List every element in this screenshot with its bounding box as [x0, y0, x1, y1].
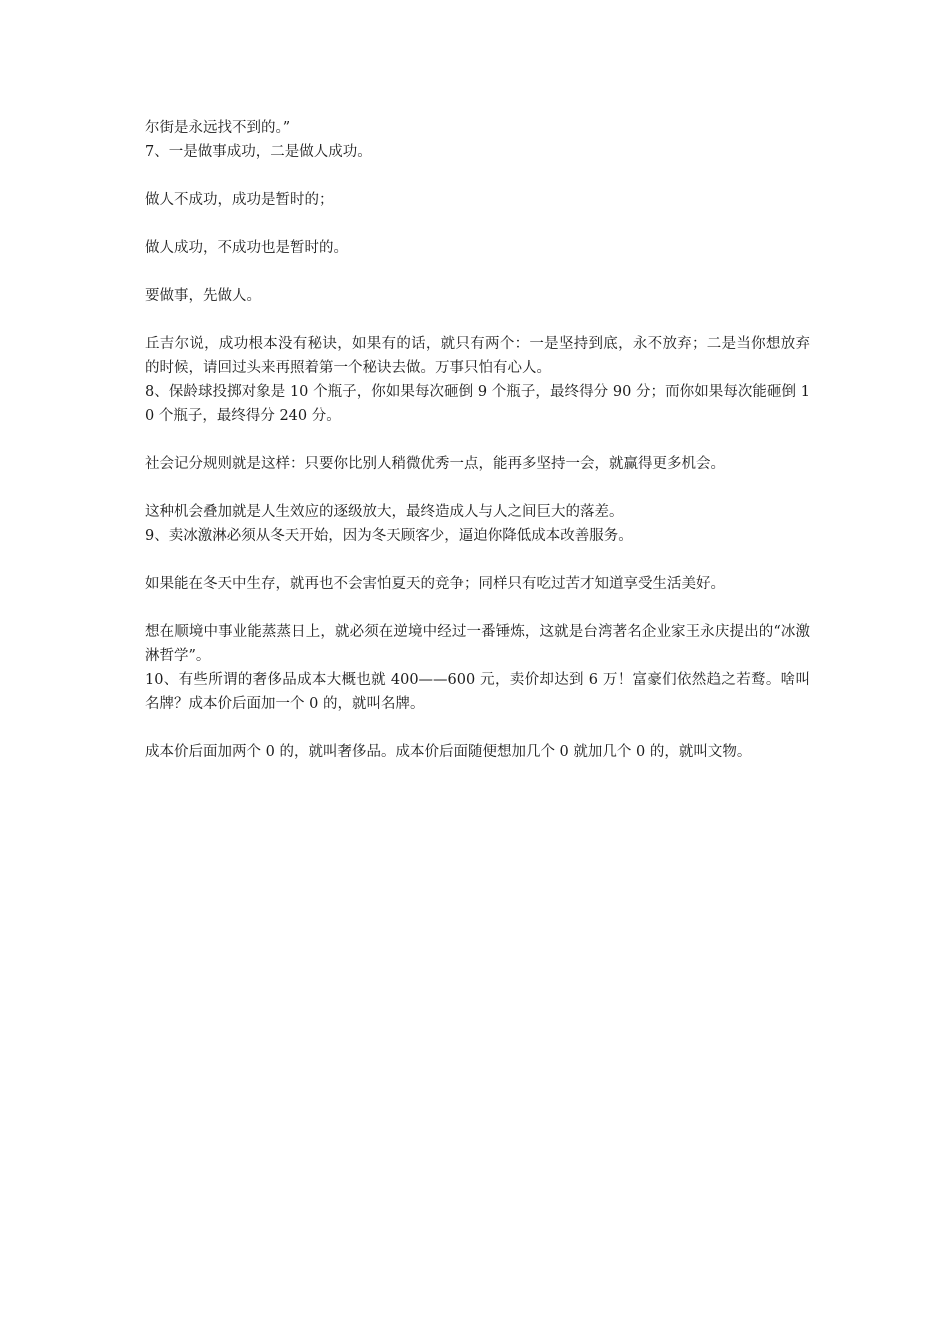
paragraph: 社会记分规则就是这样：只要你比别人稍微优秀一点，能再多坚持一会，就赢得更多机会。: [145, 456, 725, 472]
document-body: [145, 116, 810, 764]
paragraph: 这种机会叠加就是人生效应的逐级放大，最终造成人与人之间巨大的落差。: [145, 504, 624, 520]
paragraph: 10、有些所谓的奢侈品成本大概也就 400——600 元，卖价却达到 6 万！富豪们依然趋之若鹜。啥叫名牌？成本价后面加一个 0 的，就叫名牌。: [145, 672, 810, 712]
paragraph: 尔街是永远找不到的。”: [145, 120, 291, 136]
paragraph: 想在顺境中事业能蒸蒸日上，就必须在逆境中经过一番锤炼，这就是台湾著名企业家王永庆提出的“冰激淋哲学”。: [145, 624, 810, 664]
paragraph: 9、卖冰激淋必须从冬天开始，因为冬天顾客少，逼迫你降低成本改善服务。: [145, 528, 633, 544]
paragraph: 做人成功，不成功也是暂时的。: [145, 240, 348, 256]
paragraph: 7、一是做事成功，二是做人成功。: [145, 144, 372, 160]
paragraph: 如果能在冬天中生存，就再也不会害怕夏天的竞争；同样只有吃过苦才知道享受生活美好。: [145, 576, 725, 592]
paragraph: 要做事，先做人。: [145, 288, 261, 304]
paragraph: 成本价后面加两个 0 的，就叫奢侈品。成本价后面随便想加几个 0 就加几个 0 的，就叫文物。: [145, 744, 752, 760]
paragraph: 8、保龄球投掷对象是 10 个瓶子，你如果每次砸倒 9 个瓶子，最终得分 90 分；而你如果每次能砸倒 10 个瓶子，最终得分 240 分。: [145, 384, 810, 424]
paragraph: 做人不成功，成功是暂时的；: [145, 192, 334, 208]
paragraph: 丘吉尔说，成功根本没有秘诀，如果有的话，就只有两个：一是坚持到底，永不放弃；二是当你想放弃的时候，请回过头来再照着第一个秘诀去做。万事只怕有心人。: [145, 336, 810, 376]
